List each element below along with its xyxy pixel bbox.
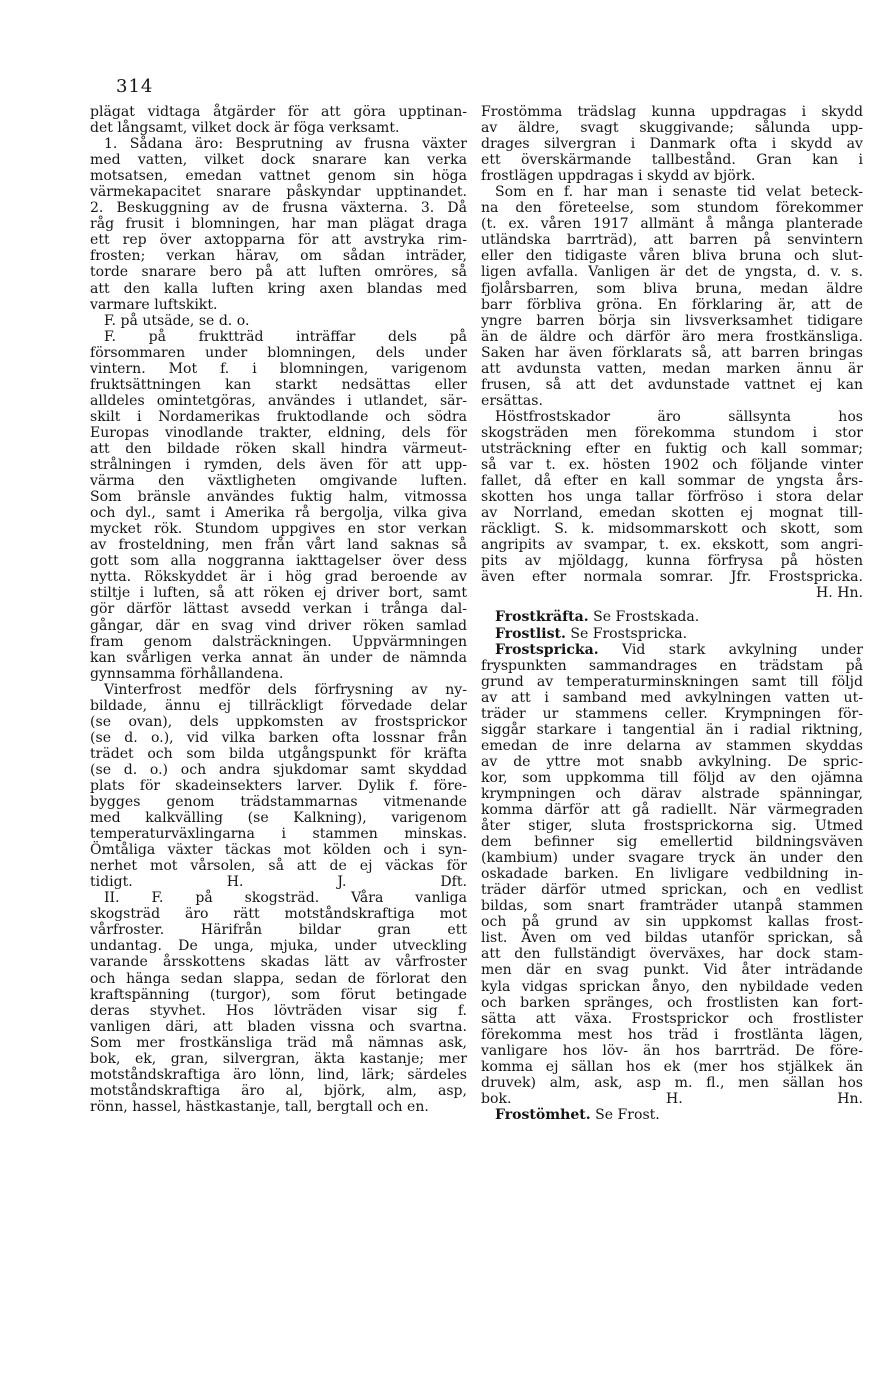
text-line: frostlägen uppdragas i skydd av björk. [481,168,756,185]
text-line: gott som alla noggranna iakttagelser över dess [90,553,467,570]
page-number: 314 [116,76,154,97]
text-line: varande årsskottens skadas lätt av vårfroster [90,954,467,971]
text-line: Frostkräfta. Se Frostskada. [495,609,700,626]
text-line: att den fullständigt överväxes, har dock stam- [481,946,863,963]
entry-headword: Frostspricka. [495,641,599,658]
text-line: fruktsättningen kan starkt nedsättas eller [90,376,467,393]
right-column [481,104,863,1123]
text-line: Som en f. har man i senaste tid velat beteck- [495,184,863,201]
text-line: siggår starkare i tangential än i radial riktning, [481,721,863,738]
entry-headword: Frostömhet. [495,1106,591,1123]
text-line: torde snarare bero på att luften omröres, så [90,264,467,281]
text-line: barr förbliva gröna. En förklaring är, att de [481,296,863,313]
text-line: försommaren under blomningen, dels under [90,344,467,361]
text-line: det långsamt, vilket dock är föga verksamt. [90,120,400,137]
text-line: druvek) alm, ask, asp m. fl., men sällan hos [481,1074,863,1091]
text-line: så var t. ex. hösten 1902 och följande vinter [481,457,863,474]
text-line: bygges genom trädstammarnas vitmenande [90,794,467,811]
text-line: motståndskraftiga äro lönn, lind, lärk; särdeles [90,1066,467,1083]
text-line: av äldre, svagt skuggivande; sålunda upp- [481,120,863,137]
text-line: plägat vidtaga åtgärder för att göra upptinan- [90,104,467,120]
text-line: Som mer frostkänsliga träd må nämnas ask, [90,1034,467,1051]
text-line: nerhet mot vårsolen, så att de ej väckas för [90,858,467,875]
text-line: eller den tidigaste våren bliva bruna och slut- [481,248,863,265]
text-line: träder ur stammens celler. Krympningen för- [481,705,863,722]
text-line: deras styvhet. Hos lövträden visar sig f. [90,1002,467,1019]
text-line: drages silvergran i Danmark ofta i skydd av [481,136,863,153]
text-line: Frostömhet. Se Frost. [495,1106,660,1123]
text-line: kraftspänning (turgor), som förut betingade [90,986,467,1003]
text-line: Frostömma trädslag kunna uppdragas i skydd [481,104,863,120]
text-line: stiltje i luften, så att röken ej driver bort, samt [90,585,467,602]
text-line: Saken har även förklarats så, att barren bringas [481,344,863,361]
text-line: vintern. Mot f. i blomningen, varigenom [90,360,467,377]
text-line: H. Hn. [816,585,863,602]
text-line: list. Även om ved bildas utanför sprickan, så [481,930,863,947]
text-line: skilt i Nordamerikas fruktodlande och södra [90,408,467,425]
text-line: att den bildade röken skall hindra värmeut- [90,440,467,457]
text-line: vanligare hos löv- än hos barrträd. De före- [481,1042,863,1059]
text-line: fram genom dalsträckningen. Uppvärmningen [90,633,467,650]
text-line: komma ej sällan hos ek (mer hos stjälkek än [481,1058,863,1075]
entry-headword: Frostkräfta. [495,609,589,626]
text-line: Frostlist. Se Frostspricka. [495,625,688,642]
text-line: gör därför lättast avsedd verkan i trånga dal- [90,601,467,618]
text-line: Ömtåliga växter täckas mot kölden och i syn- [90,842,467,859]
text-line: av Norrland, emedan skotten ej mognat till- [481,505,863,522]
text-line: skogsträd äro rätt motståndskraftiga mot [90,906,467,923]
text-line: vårfroster. Härifrån bildar gran ett [90,922,467,939]
entry-headword: Frostlist. [495,625,566,642]
text-line: av frosteldning, men från vårt land saknas så [90,537,467,554]
text-line: värmekapacitet snarare påskyndar upptinandet. [90,184,467,201]
text-line: råg frusit i blomningen, har man plägat draga [90,216,467,233]
text-line: rönn, hassel, hästkastanje, tall, bergtall och en. [90,1098,429,1115]
text-line: plats för skadeinsekters larver. Dylik f. före- [90,777,467,794]
text-line: träder därför utmed sprickan, och en vedlist [481,882,863,899]
text-line: fallet, då efter en kall sommar de yngsta års- [481,473,863,490]
text-line: att avdunsta vatten, medan marken ännu är [481,360,863,377]
text-line: angripits av svampar, t. ex. ekskott, som angri- [481,537,863,554]
text-line: motsatsen, emedan vattnet genom sin höga [90,168,467,185]
text-line: grund av temperaturminskningen samt till följd [481,673,863,690]
text-line: kor, som uppkomma till följd av den ojämna [481,769,863,786]
text-line: åter stiger, sluta frostsprickorna sig. Utmed [481,818,863,835]
text-line: kyla vidgas sprickan ånyo, den nybildade veden [481,978,863,995]
left-column [90,104,467,1115]
text-line: temperaturväxlingarna i stammen minskas. [90,826,467,843]
text-line: kan svårligen verka annat än under de nämnda [90,649,467,666]
text-line: dem befinner sig emellertid bildningsväven [481,834,863,851]
text-line: (kambium) under svagare tryck än under den [481,850,863,867]
text-line: (se ovan), dels uppkomsten av frostsprickor [90,713,467,730]
text-line: yngre barren börja sin livsverksamhet tidigare [481,312,863,329]
text-line: skogsträden men förekomma stundom i stor [481,424,863,441]
text-line: gynnsamma förhållandena. [90,665,284,682]
text-line: och hänga sedan slappa, sedan de förlorat den [90,970,467,987]
text-line: gångar, där en svag vind driver röken samlad [90,617,467,634]
text-line: värma den växtligheten omgivande luften. [90,473,467,490]
text-line: varmare luftskikt. [90,296,218,313]
text-line: na den företeelse, som stundom förekommer [481,200,863,217]
text-line: II. F. på skogsträd. Våra vanliga [104,890,467,907]
text-line: räckligt. S. k. midsommarskott och skott, som [481,521,863,538]
text-line: av de yttre mot snabb avkylning. De spric- [481,753,863,770]
text-line: ligen avfalla. Vanligen är det de yngsta, d. v. s. [481,264,863,281]
text-line: 1. Sådana äro: Besprutning av frusna växter [104,136,467,153]
text-line: även efter normala somrar. Jfr. Frostspricka. [481,569,863,586]
text-line: trädet och som bilda utgångspunkt för kräfta [90,745,467,762]
text-line: och på grund av sin uppkomst kallas frost- [481,914,863,931]
text-line: emedan de inre delarna av stammen skyddas [481,737,863,754]
text-line: och barken spränges, och frostlisten kan fort- [481,994,863,1011]
text-line: Som bränsle användes fuktig halm, vitmossa [90,489,467,506]
text-line: Vinterfrost medför dels förfrysning av ny- [104,681,467,698]
text-line: (t. ex. våren 1917 allmänt å många planterade [481,216,863,233]
text-line: ett rep över axtopparna för att avstryka rim- [90,232,467,249]
text-line [481,601,863,609]
text-line: strålningen i rymden, dels även för att upp- [90,457,467,474]
text-line: bildade, ännu ej tillräckligt förvedade delar [90,697,467,714]
text-line: skotten hos unga tallar förfröso i stora delar [481,489,863,506]
text-line: pits av mjöldagg, kunna förfrysa på hösten [481,553,863,570]
text-line: sätta att växa. Frostsprickor och frostlister [481,1010,863,1027]
text-line: ett överskärmande tallbestånd. Gran kan i [481,152,863,169]
text-line: men där en svag punkt. Vid åter inträdande [481,962,863,979]
text-line: mycket rök. Stundom uppgives en stor verkan [90,521,467,538]
text-line: krympningen och därav alstrade spänningar, [481,785,863,802]
text-line: utländska barrträd), att barren på senvintern [481,232,863,249]
text-line: 2. Beskuggning av de frusna växterna. 3. Då [90,200,467,217]
text-line: F. på fruktträd inträffar dels på [104,328,467,345]
text-line: frusen, så att det avdunstade vattnet ej kan [481,376,863,393]
text-line: oskadade barken. En livligare vedbildning in- [481,866,863,883]
text-line: fjolårsbarren, som bliva bruna, medan äldre [481,280,863,297]
text-line: förekomma mest hos träd i frostlänta lägen, [481,1026,863,1043]
text-line: bildas, som snart framträder utanpå stammen [481,898,863,915]
text-line: ersättas. [481,392,543,409]
text-line: frosten; verkan härav, om sådan inträder, [90,248,467,265]
text-line: Europas vinodlande trakter, eldning, dels för [90,424,467,441]
text-line: bok, ek, gran, silvergran, äkta kastanje; mer [90,1050,467,1067]
text-line: än de äldre och därför äro mera frostkänsliga. [481,328,863,345]
text-line: Höstfrostskador äro sällsynta hos [495,408,863,425]
text-line: med vatten, vilket dock snarare kan verka [90,152,467,169]
text-line: att den kalla luften kring axen blandas med [90,280,467,297]
text-line: tidigt. H. J. Dft. [90,874,467,891]
text-line: F. på utsäde, se d. o. [104,312,250,329]
text-line: (se d. o.) och andra sjukdomar samt skyddad [90,761,467,778]
text-line: Frostspricka. Vid stark avkylning under [495,641,863,658]
text-line: undantag. De unga, mjuka, under utveckling [90,938,467,955]
text-line: och dyl., samt i Amerika rå bergolja, vilka giva [90,505,467,522]
text-line: fryspunkten sammandrages en trädstam på [481,657,863,674]
text-line: alldeles omintetgöras, användes i utlandet, sär- [90,392,467,409]
text-line: av att i samband med avkylningen vatten ut- [481,689,863,706]
text-line: komma därför att gå radiellt. När värmegraden [481,802,863,819]
text-line: (se d. o.), vid vilka barken ofta lossnar från [90,729,467,746]
text-line: utsträckning efter en fuktig och kall sommar; [481,440,863,457]
text-line: nytta. Rökskyddet är i hög grad beroende av [90,569,467,586]
text-line: bok. H. Hn. [481,1090,863,1107]
text-line: motståndskraftiga äro al, björk, alm, asp, [90,1082,467,1099]
text-line: vanligen däri, att bladen vissna och svartna. [90,1018,467,1035]
text-line: med kalkvälling (se Kalkning), varigenom [90,810,467,827]
